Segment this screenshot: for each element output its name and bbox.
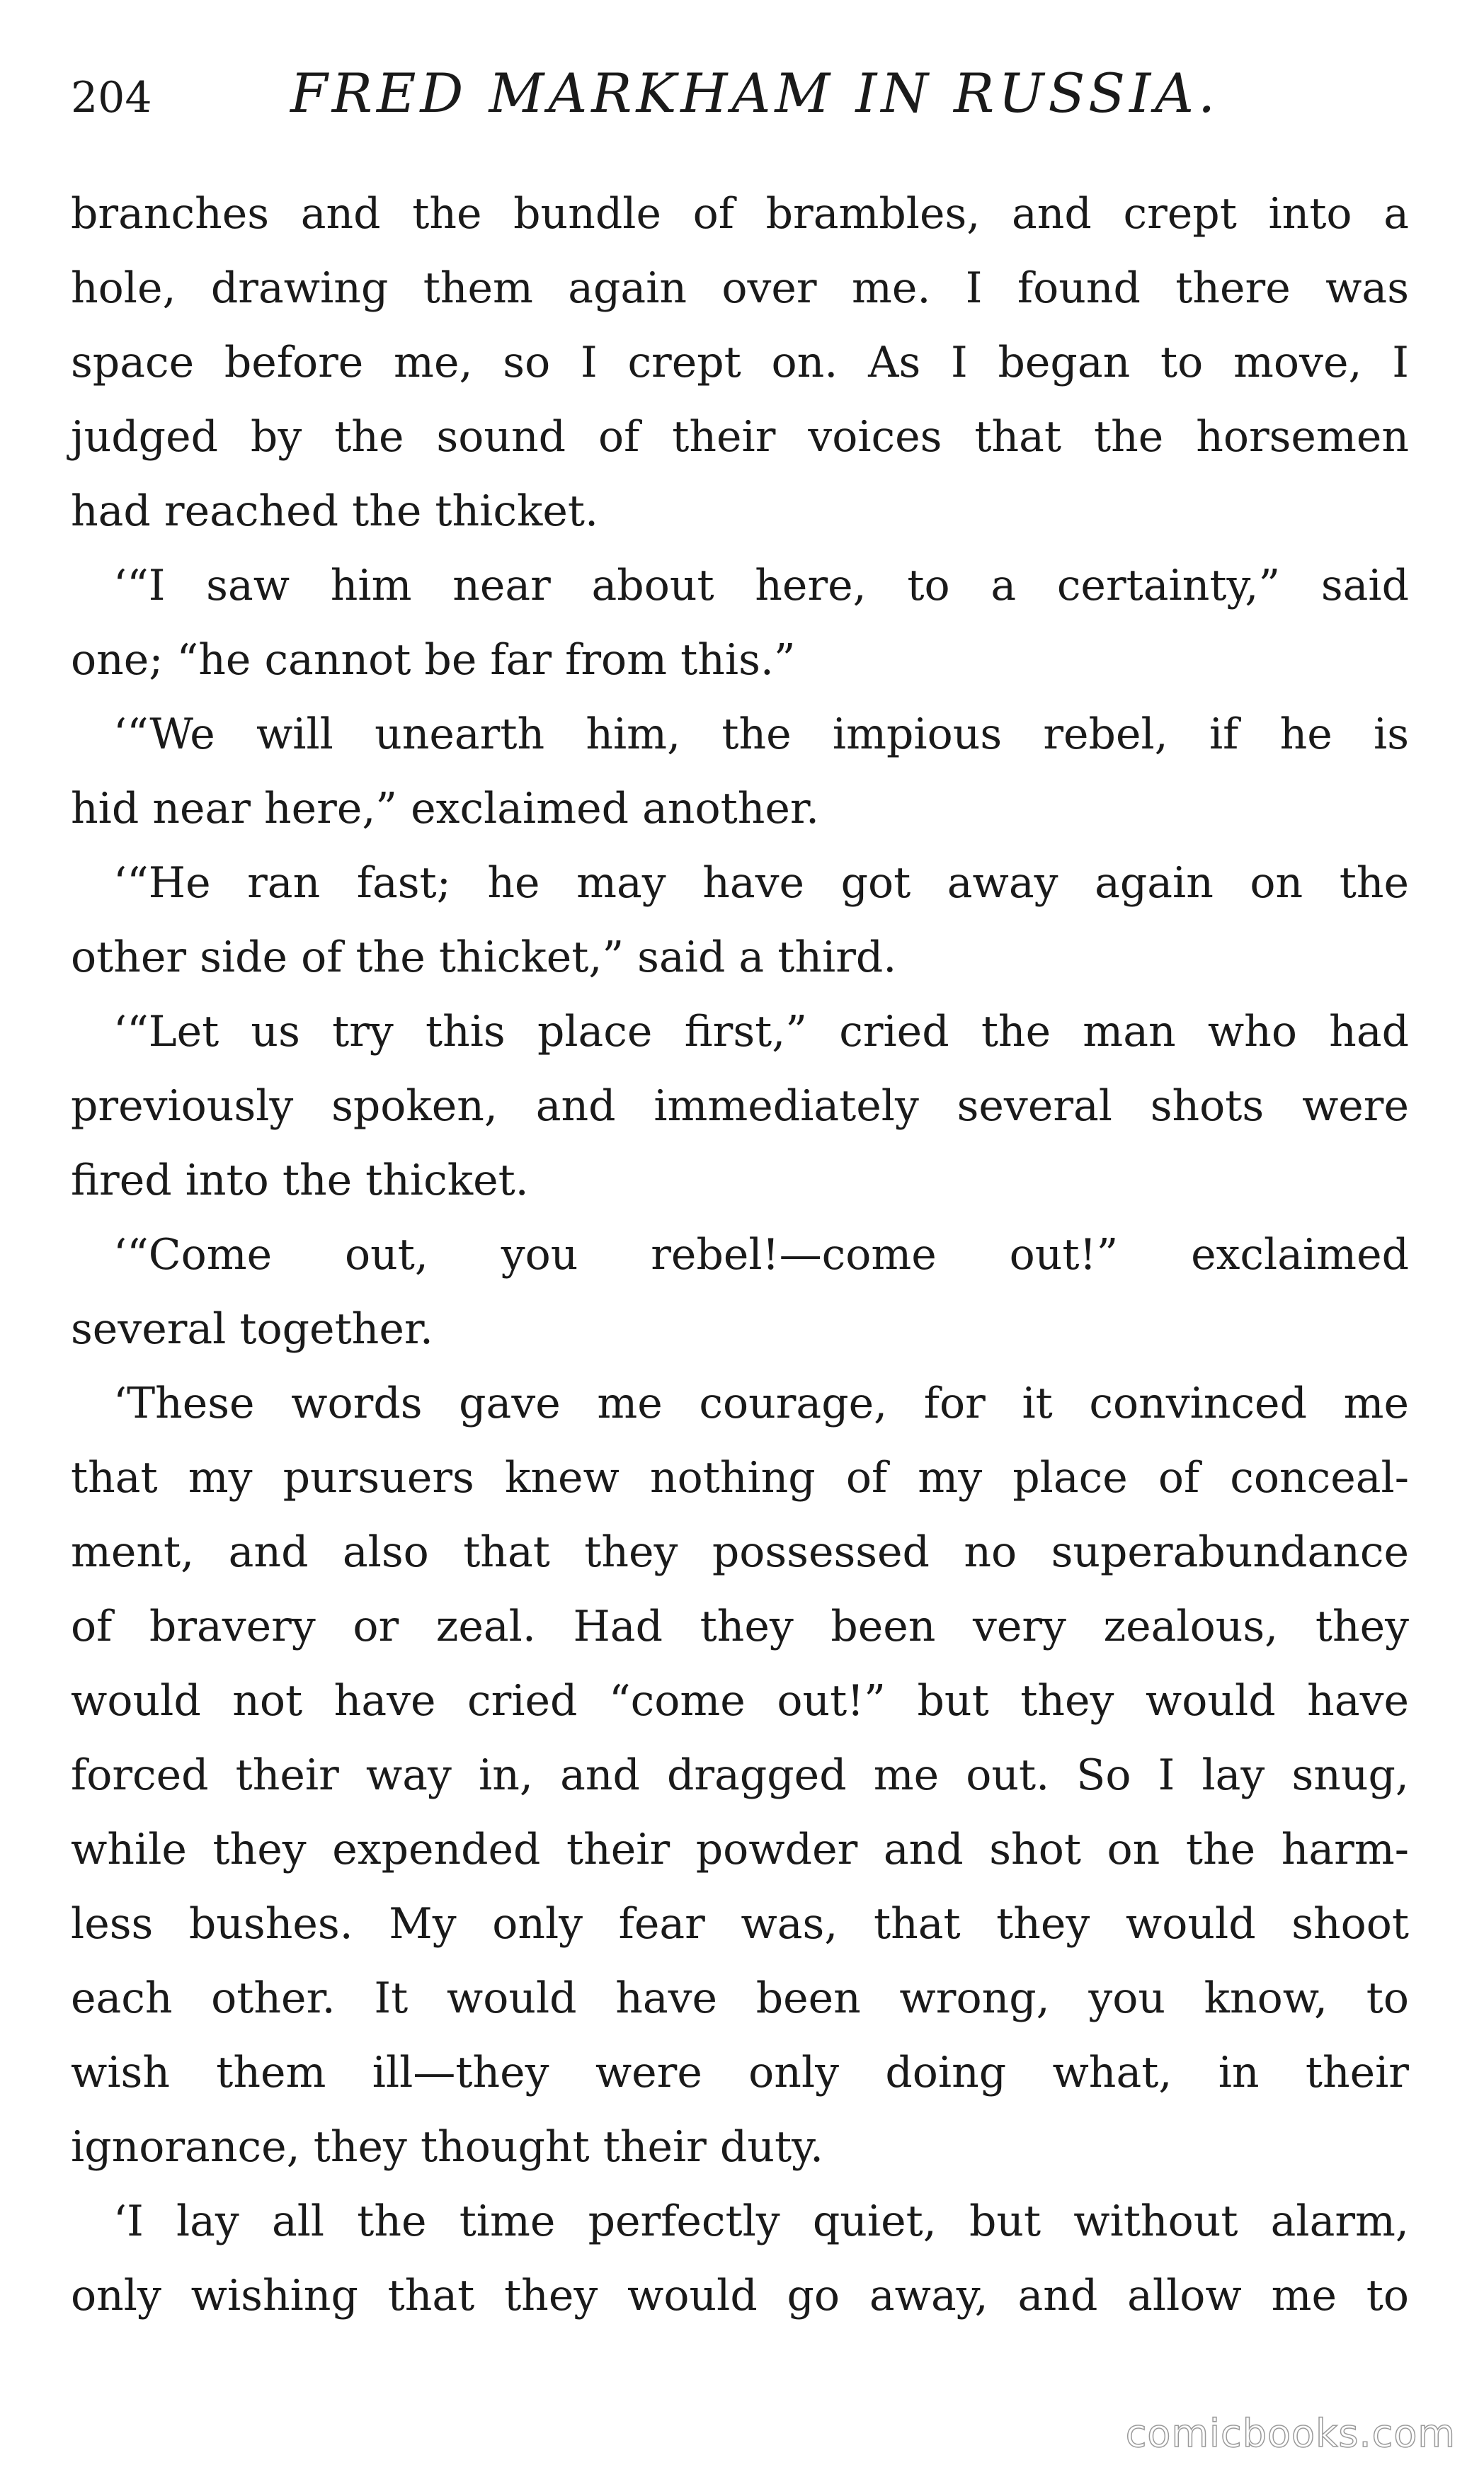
text-line: ‘I lay all the time perfectly quiet, but without alarm, (113, 2197, 1409, 2246)
text-line: had reached the thicket. (71, 486, 599, 536)
text-line: ‘These words gave me courage, for it convinced me (113, 1379, 1409, 1428)
text-line: less bushes. My only fear was, that they would shoot (71, 1899, 1409, 1949)
text-line: fired into the thicket. (71, 1156, 529, 1205)
text-line: forced their way in, and dragged me out. So I lay snug, (71, 1750, 1409, 1800)
paragraph (71, 549, 1409, 697)
paragraph (71, 846, 1409, 995)
paragraph (71, 1218, 1409, 1367)
text-line: only wishing that they would go away, and allow me to (71, 2271, 1409, 2321)
paragraph (71, 697, 1409, 846)
text-line: branches and the bundle of brambles, and crept into a (71, 189, 1409, 239)
text-line: one; “he cannot be far from this.” (71, 635, 796, 685)
text-line: ment, and also that they possessed no superabundance (71, 1527, 1409, 1577)
text-line: judged by the sound of their voices that the horsemen (71, 412, 1409, 462)
page-number: 204 (71, 73, 152, 123)
body-text (71, 177, 1409, 2333)
text-line: space before me, so I crept on. As I began to move, I (71, 338, 1409, 387)
text-line: ‘“We will unearth him, the impious rebel, if he is (113, 710, 1409, 759)
text-line: other side of the thicket,” said a third. (71, 933, 897, 982)
watermark: comicbooks.com (1125, 2411, 1456, 2456)
paragraph (71, 2185, 1409, 2333)
paragraph (71, 995, 1409, 1218)
text-line: several together. (71, 1304, 433, 1354)
text-line: ‘“Come out, you rebel!—come out!” exclaimed (113, 1230, 1409, 1280)
text-line: ignorance, they thought their duty. (71, 2122, 824, 2172)
running-title: FRED MARKHAM IN RUSSIA. (290, 62, 1220, 125)
text-line: ‘“I saw him near about here, to a certainty,” said (113, 561, 1409, 610)
text-line: hole, drawing them again over me. I found there was (71, 263, 1409, 313)
text-line: that my pursuers knew nothing of my place of conceal- (71, 1453, 1409, 1503)
text-line: ‘“He ran fast; he may have got away again on the (113, 858, 1409, 908)
text-line: would not have cried “come out!” but they would have (71, 1676, 1409, 1726)
text-line: hid near here,” exclaimed another. (71, 784, 820, 833)
paragraph (71, 1367, 1409, 2185)
text-line: previously spoken, and immediately several shots were (71, 1081, 1409, 1131)
text-line: each other. It would have been wrong, you know, to (71, 1974, 1409, 2023)
text-line: wish them ill—they were only doing what, in their (71, 2048, 1409, 2097)
paragraph (71, 177, 1409, 549)
page-header (71, 61, 1416, 139)
text-line: of bravery or zeal. Had they been very zealous, they (71, 1602, 1409, 1651)
text-line: while they expended their powder and shot on the harm- (71, 1825, 1409, 1874)
text-line: ‘“Let us try this place first,” cried the man who had (113, 1007, 1409, 1057)
